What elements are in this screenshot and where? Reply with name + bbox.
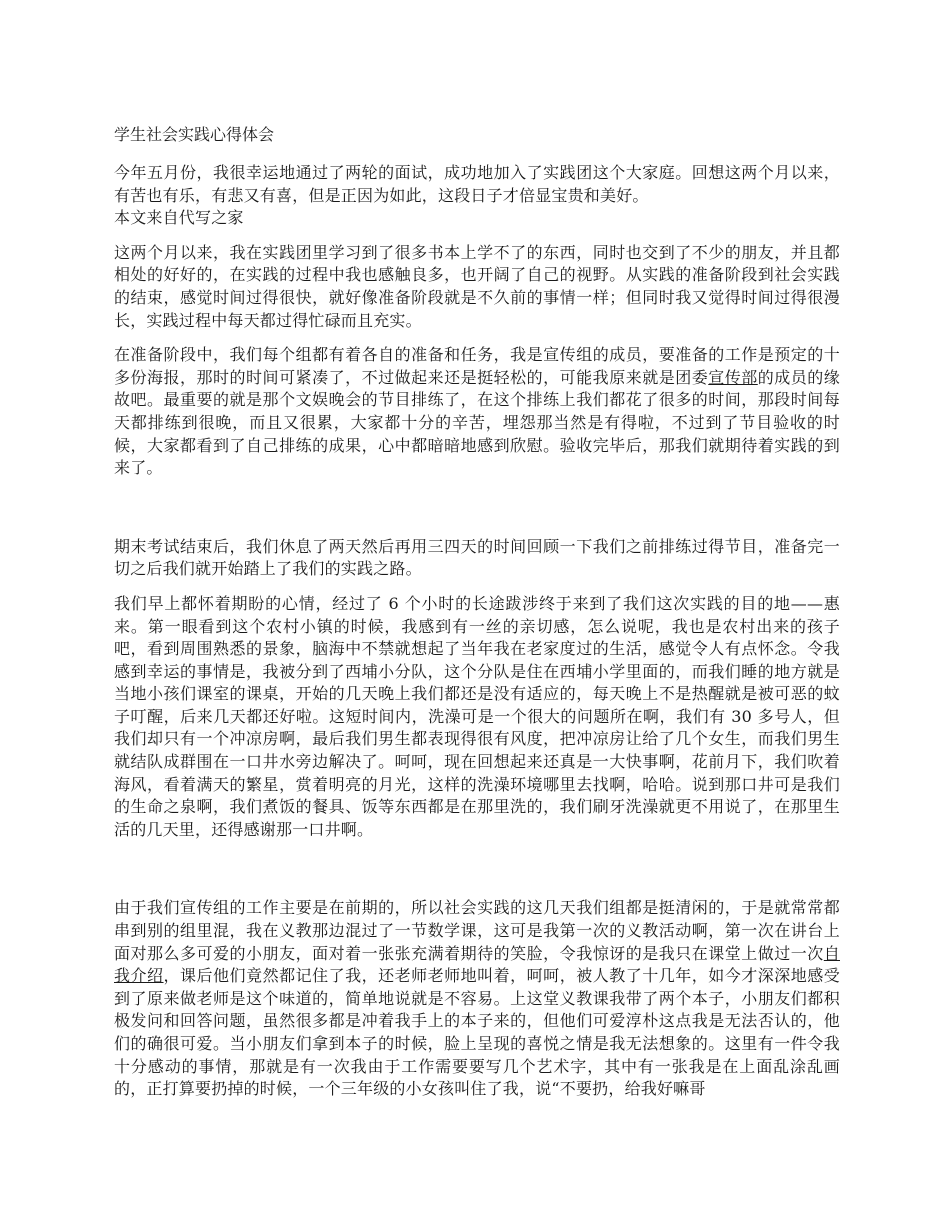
paragraph-exam-end: 期末考试结束后，我们休息了两天然后再用三四天的时间回顾一下我们之前排练过得节目，准备完一切之后我们就开始踏上了我们的实践之路。: [114, 536, 840, 579]
paragraph-intro: [114, 162, 840, 230]
paragraph-two-months: 这两个月以来，我在实践团里学习到了很多书本上学不了的东西，同时也交到了不少的朋友，并且都相处的好好的，在实践的过程中我也感触良多，也开阔了自己的视野。从实践的准备阶段到社会实践的结束，感觉时间过得很快，就好像准备阶段就是不久前的事情一样；但同时我又觉得时间过得很漫长，实践过程中每天都过得忙碌而且充实。: [114, 242, 840, 330]
paragraph-preparation: [114, 344, 840, 480]
document-title: 学生社会实践心得体会: [114, 125, 275, 144]
paragraph-teaching-text-b: ，课后他们竟然都记住了我，还老师老师地叫着，呵呵，被人教了十几年，如今才深深地感受到了原来做老师是这个味道的，简单地说就是不容易。上这堂义教课我带了两个本子，小朋友们都积极发问和回答问题，虽然很多都是冲着我手上的本子来的，但他们可爱淳朴这点我是无法否认的，他们的确很可爱。当小朋友们拿到本子的时候，脸上呈现的喜悦之情是我无法想象的。这里有一件令我十分感动的事情，那就是有一次我由于工作需要要写几个艺术字，其中有一张我是在上面乱涂乱画的，正打算要扔掉的时候，一个三年级的小女孩叫住了我，说“不要扔，给我好嘛哥: [114, 966, 840, 1099]
link-publicity-department[interactable]: 宣传部: [708, 367, 758, 387]
document-page: [114, 124, 840, 1113]
source-note: 本文来自代写之家: [114, 208, 244, 228]
blank-space: [114, 853, 840, 897]
blank-space: [114, 492, 840, 536]
paragraph-arrival: 我们早上都怀着期盼的心情，经过了 6 个小时的长途跋涉终于来到了我们这次实践的目的地——惠来。第一眼看到这个农村小镇的时候，我感到有一丝的亲切感，怎么说呢，我也是农村出来的孩子吧，看到周围熟悉的景象，脑海中不禁就想起了当年我在老家度过的生活，感觉令人有点怀念。令我感到幸运的事情是，我被分到了西埔小分队，这个分队是住在西埔小学里面的，而我们睡的地方就是当地小孩们课室的课桌，开始的几天晚上我们都还是没有适应的，每天晚上不是热醒就是被可恶的蚊子叮醒，后来几天都还好啦。这短时间内，洗澡可是一个很大的问题所在啊，我们有 30 多号人，但我们却只有一个冲凉房啊，最后我们男生都表现得很有风度，把冲凉房让给了几个女生，而我们男生就结队成群围在一口井水旁边解决了。呵呵，现在回想起来还真是一大快事啊，花前月下，我们吹着海风，看着满天的繁星，赏着明亮的月光，这样的洗澡环境哪里去找啊，哈哈。说到那口井可是我们的生命之泉啊，我们煮饭的餐具、饭等东西都是在那里洗的，我们刷牙洗澡就更不用说了，在那里生活的几天里，还得感谢那一口井啊。: [114, 593, 840, 839]
paragraph-intro-text: 今年五月份，我很幸运地通过了两轮的面试，成功地加入了实践团这个大家庭。回想这两个月以来，有苦也有乐，有悲又有喜，但是正因为如此，这段日子才倍显宝贵和美好。: [114, 163, 840, 205]
paragraph-preparation-text-b: 的成员的缘故吧。最重要的就是那个文娱晚会的节目排练了，在这个排练上我们都花了很多的时间，那段时间每天都排练到很晚，而且又很累，大家都十分的辛苦，埋怨那当然是有得啦，不过到了节目验收的时候，大家都看到了自己排练的成果，心中都暗暗地感到欣慰。验收完毕后，那我们就期待着实践的到来了。: [114, 367, 840, 478]
paragraph-preparation-text-a: 在准备阶段中，我们每个组都有着各自的准备和任务，我是宣传组的成员，要准备的工作是预定的十多份海报，那时的时间可紧凑了，不过做起来还是挺轻松的，可能我原来就是团委: [114, 345, 840, 387]
paragraph-teaching: [114, 897, 840, 1100]
paragraph-teaching-text-a: 由于我们宣传组的工作主要是在前期的，所以社会实践的这几天我们组都是挺清闲的，于是就常常都串到别的组里混，我在义教那边混过了一节数学课，这可是我第一次的义教活动啊，第一次在讲台上面对那么多可爱的小朋友，面对着一张张充满着期待的笑脸，令我惊讶的是我只在课堂上做过一次: [114, 898, 840, 963]
link-self-introduction[interactable]: 自我介绍: [114, 943, 840, 986]
